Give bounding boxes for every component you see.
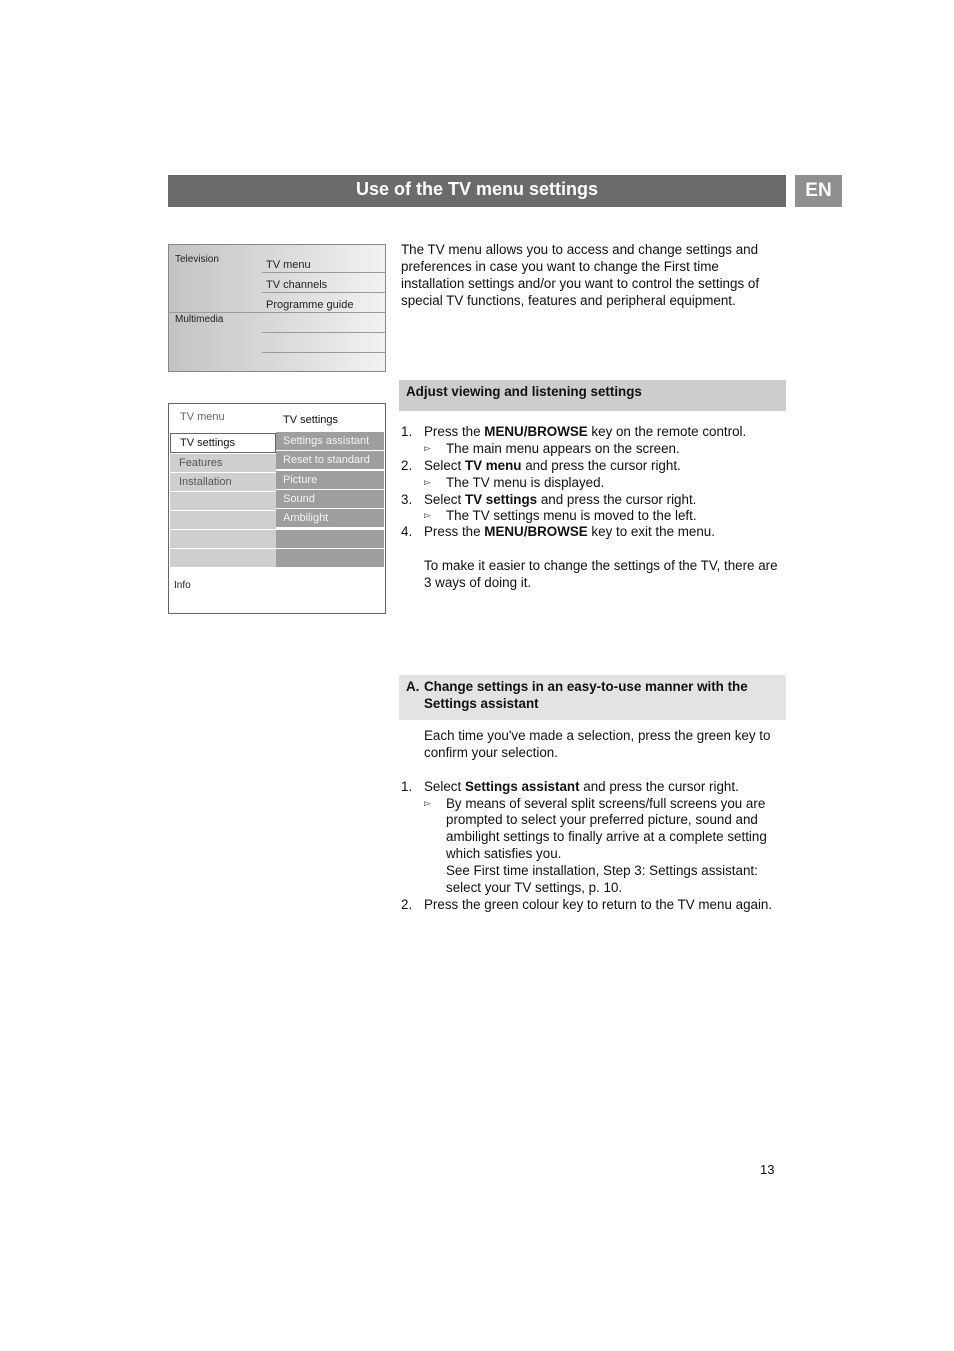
page-number: 13 (760, 1162, 775, 1177)
note-line: 3 ways of doing it. (424, 575, 532, 590)
step-text: Press the green colour key to return to the TV menu again. (424, 897, 773, 912)
menu-left-item-selected: TV settings (170, 433, 276, 453)
step-text (424, 457, 681, 474)
step-text-part: Select (424, 492, 465, 507)
step-result-line: prompted to select your preferred picture, sound and (446, 812, 758, 827)
step-keyword: MENU/BROWSE (484, 424, 588, 439)
step-number: 4. (401, 524, 413, 539)
step-result-line: See First time installation, Step 3: Settings assistant: (446, 863, 758, 878)
menu-item (262, 314, 385, 333)
section-heading-line: Change settings in an easy-to-use manner with the (424, 679, 748, 694)
step-number: 2. (401, 897, 413, 912)
step-result-line: which satisfies you. (446, 846, 562, 861)
step-number: 3. (401, 492, 413, 507)
bullet-arrow-icon: ▻ (424, 510, 431, 520)
step-number: 1. (401, 779, 413, 794)
title-banner (168, 175, 786, 207)
step-result-line: By means of several split screens/full screens you are (446, 796, 766, 811)
menu-category-multimedia: Multimedia (175, 314, 224, 325)
section-heading-adjust (399, 380, 786, 411)
page-title: Use of the TV menu settings (355, 179, 599, 199)
menu-item: TV channels (262, 274, 385, 293)
intro-paragraph (401, 241, 786, 309)
note-line: To make it easier to change the settings of the TV, there are (424, 558, 778, 573)
menu-item: TV menu (262, 254, 385, 273)
step-text-part: Press the (424, 524, 485, 539)
menu-right-item: Reset to standard (276, 451, 384, 469)
step-text-part: and press the cursor right. (537, 492, 697, 507)
intro-line: special TV functions, features and peripheral equipment. (401, 293, 736, 308)
step-number: 1. (401, 424, 413, 439)
tv-menu-header: TV menu (180, 411, 225, 423)
info-label: Info (174, 580, 191, 591)
menu-right-item: Picture (276, 471, 384, 489)
step-result-line: select your TV settings, p. 10. (446, 880, 623, 895)
step-result: The TV menu is displayed. (446, 475, 605, 490)
section-heading-a (399, 675, 786, 720)
step-keyword: MENU/BROWSE (484, 524, 588, 539)
step-result: The TV settings menu is moved to the left. (446, 508, 697, 523)
menu-right-item (276, 549, 384, 567)
step-text-part: Select (424, 458, 465, 473)
step-keyword: TV settings (464, 492, 538, 507)
step-text-part: and press the cursor right. (579, 779, 739, 794)
menu-right-item: Sound (276, 490, 384, 508)
menu-right-item: Ambilight (276, 509, 384, 527)
step-text-part: Select (424, 779, 465, 794)
step-result-line: ambilight settings to finally arrive at a complete setting (446, 829, 767, 844)
bullet-arrow-icon: ▻ (424, 477, 431, 487)
section-letter: A. (406, 679, 420, 694)
language-badge: EN (795, 175, 842, 207)
step-text-part: key to exit the menu. (587, 524, 715, 539)
menu-left-item (170, 530, 276, 548)
step-result: The main menu appears on the screen. (446, 441, 680, 456)
menu-category-television: Television (175, 254, 219, 265)
tv-settings-header: TV settings (283, 414, 339, 426)
step-text (424, 523, 715, 540)
menu-divider (169, 312, 385, 313)
intro-line: preferences in case you want to change the First time (401, 259, 719, 274)
step-text-part: and press the cursor right. (521, 458, 681, 473)
bullet-arrow-icon: ▻ (424, 443, 431, 453)
menu-item: Programme guide (262, 294, 385, 313)
step-keyword: Settings assistant (464, 779, 580, 794)
tv-menu-illustration (168, 403, 386, 614)
menu-left-item (170, 492, 276, 510)
step-text (424, 423, 746, 440)
section-heading-text (424, 678, 779, 712)
intro-line: confirm your selection. (424, 745, 558, 760)
step-keyword: TV menu (464, 458, 522, 473)
bullet-arrow-icon: ▻ (424, 798, 431, 808)
step-number: 2. (401, 458, 413, 473)
menu-right-item (276, 530, 384, 548)
menu-left-item (170, 549, 276, 567)
menu-left-item (170, 511, 276, 529)
intro-line: The TV menu allows you to access and change settings and (401, 242, 759, 257)
menu-right-item: Settings assistant (276, 432, 384, 450)
main-menu-illustration (168, 244, 386, 372)
section-heading-line: Settings assistant (424, 696, 539, 711)
step-text-part: key on the remote control. (587, 424, 747, 439)
step-text (424, 778, 739, 795)
intro-line: installation settings and/or you want to control the settings of (401, 276, 760, 291)
section-heading-text: Adjust viewing and listening settings (406, 384, 642, 399)
step-text-part: Press the (424, 424, 485, 439)
step-text (424, 491, 696, 508)
menu-left-item: Installation (170, 473, 276, 491)
menu-item (262, 334, 385, 353)
menu-left-item: Features (170, 454, 276, 472)
intro-line: Each time you've made a selection, press the green key to (424, 728, 771, 743)
